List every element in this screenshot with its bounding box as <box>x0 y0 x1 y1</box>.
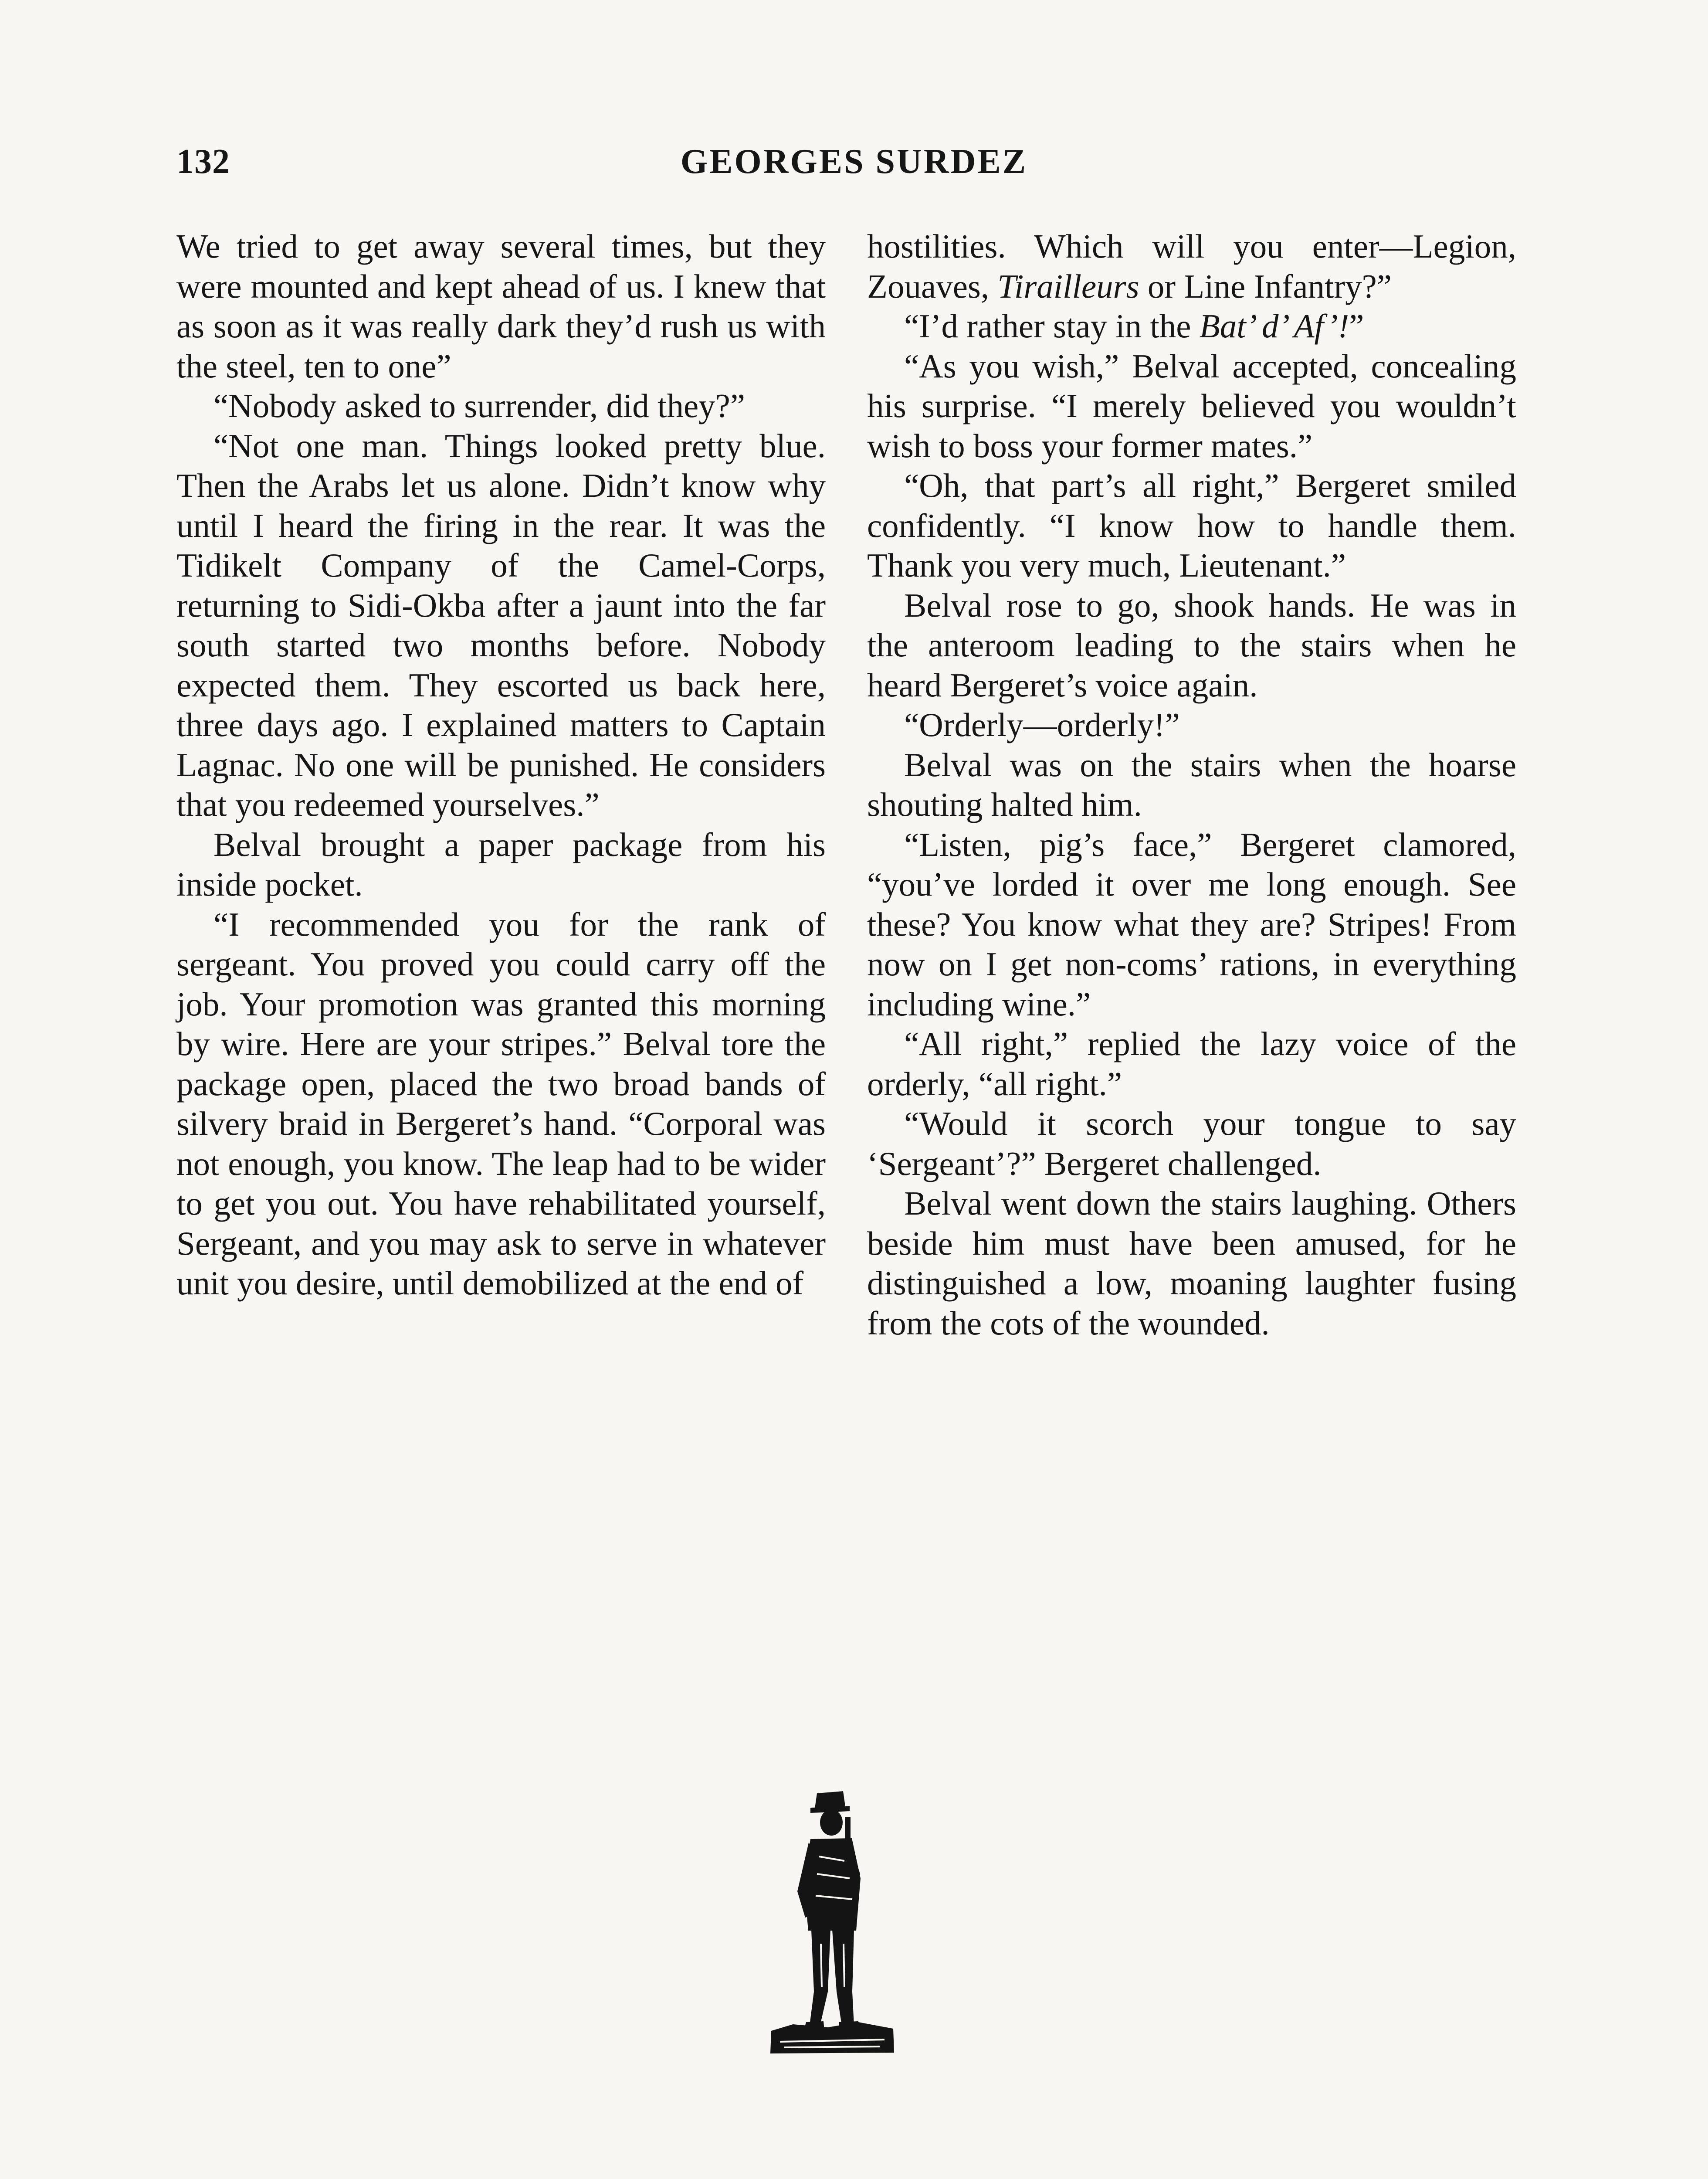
paragraph: “Nobody asked to surrender, did they?” <box>214 387 745 424</box>
paragraph: “As you wish,” Belval accepted, concealing his surprise. “I merely believed you wouldn’t wish to boss your former mates.” <box>867 347 1516 465</box>
paragraph: “Listen, pig’s face,” Bergeret clamored, “you’ve lorded it over me long enough. See these? You know what they are? Stripes! From now on I get non-coms’ rations, in everything including wine.” <box>867 825 1516 1023</box>
paragraph: “Orderly—orderly!” <box>904 706 1180 743</box>
text-run: hostilities. Which will you enter—Legion, Zouaves, <box>867 227 1516 305</box>
paragraph: “Would it scorch your tongue to say ‘Sergeant’?” Bergeret challenged. <box>867 1105 1516 1182</box>
text-run: ” <box>1349 307 1364 345</box>
paragraph: “Oh, that part’s all right,” Bergeret smiled confidently. “I know how to handle them. Thank you very much, Lieutenant.” <box>867 467 1516 584</box>
paragraph: “Not one man. Things looked pretty blue. Then the Arabs let us alone. Didn’t know why until I heard the firing in the rear. It was the Tidikelt Company of the Camel-Corps, returning to Sidi-Okba after a jaunt into the far south started two months before. Nobody expected them. They escorted us back here, three days ago. I explained matters to Captain Lagnac. No one will be punished. He considers that you redeemed yourselves.” <box>176 427 826 823</box>
paragraph: Belval rose to go, shook hands. He was in the anteroom leading to the stairs when he heard Bergeret’s voice again. <box>867 586 1516 704</box>
paragraph <box>867 306 1516 346</box>
text-run: or Line Infantry?” <box>1139 267 1392 305</box>
paragraph: We tried to get away several times, but they were mounted and kept ahead of us. I knew that as soon as it was really dark they’d rush us with the steel, ten to one” <box>176 227 826 385</box>
text-run: “I’d rather stay in the <box>904 307 1200 345</box>
running-head: GEORGES SURDEZ <box>680 143 1028 181</box>
page-number: 132 <box>176 143 230 181</box>
paragraph <box>867 227 1516 306</box>
paragraph: Belval brought a paper package from his inside pocket. <box>176 825 826 903</box>
soldier-silhouette-icon <box>767 1787 898 2070</box>
paragraph: Belval was on the stairs when the hoarse shouting halted him. <box>867 746 1516 823</box>
text-column-right <box>867 227 1516 1343</box>
text-column-left <box>176 227 826 1303</box>
paragraph: Belval went down the stairs laughing. Others beside him must have been amused, for he distinguished a low, moaning laughter fusing from the cots of the wounded. <box>867 1185 1516 1342</box>
paragraph: “I recommended you for the rank of sergeant. You proved you could carry off the job. Your promotion was granted this morning by wire. Here are your stripes.” Belval tore the package open, placed the two broad bands of silvery braid in Bergeret’s hand. “Corporal was not enough, you know. The leap had to be wider to get you out. You have rehabilitated yourself, Sergeant, and you may ask to serve in whatever unit you desire, until demobilized at the end of <box>176 905 826 1302</box>
italic-term: Bat’ d’ Af’! <box>1199 307 1349 345</box>
paragraph: “All right,” replied the lazy voice of the orderly, “all right.” <box>867 1025 1516 1103</box>
italic-term: Tirailleurs <box>997 267 1139 305</box>
